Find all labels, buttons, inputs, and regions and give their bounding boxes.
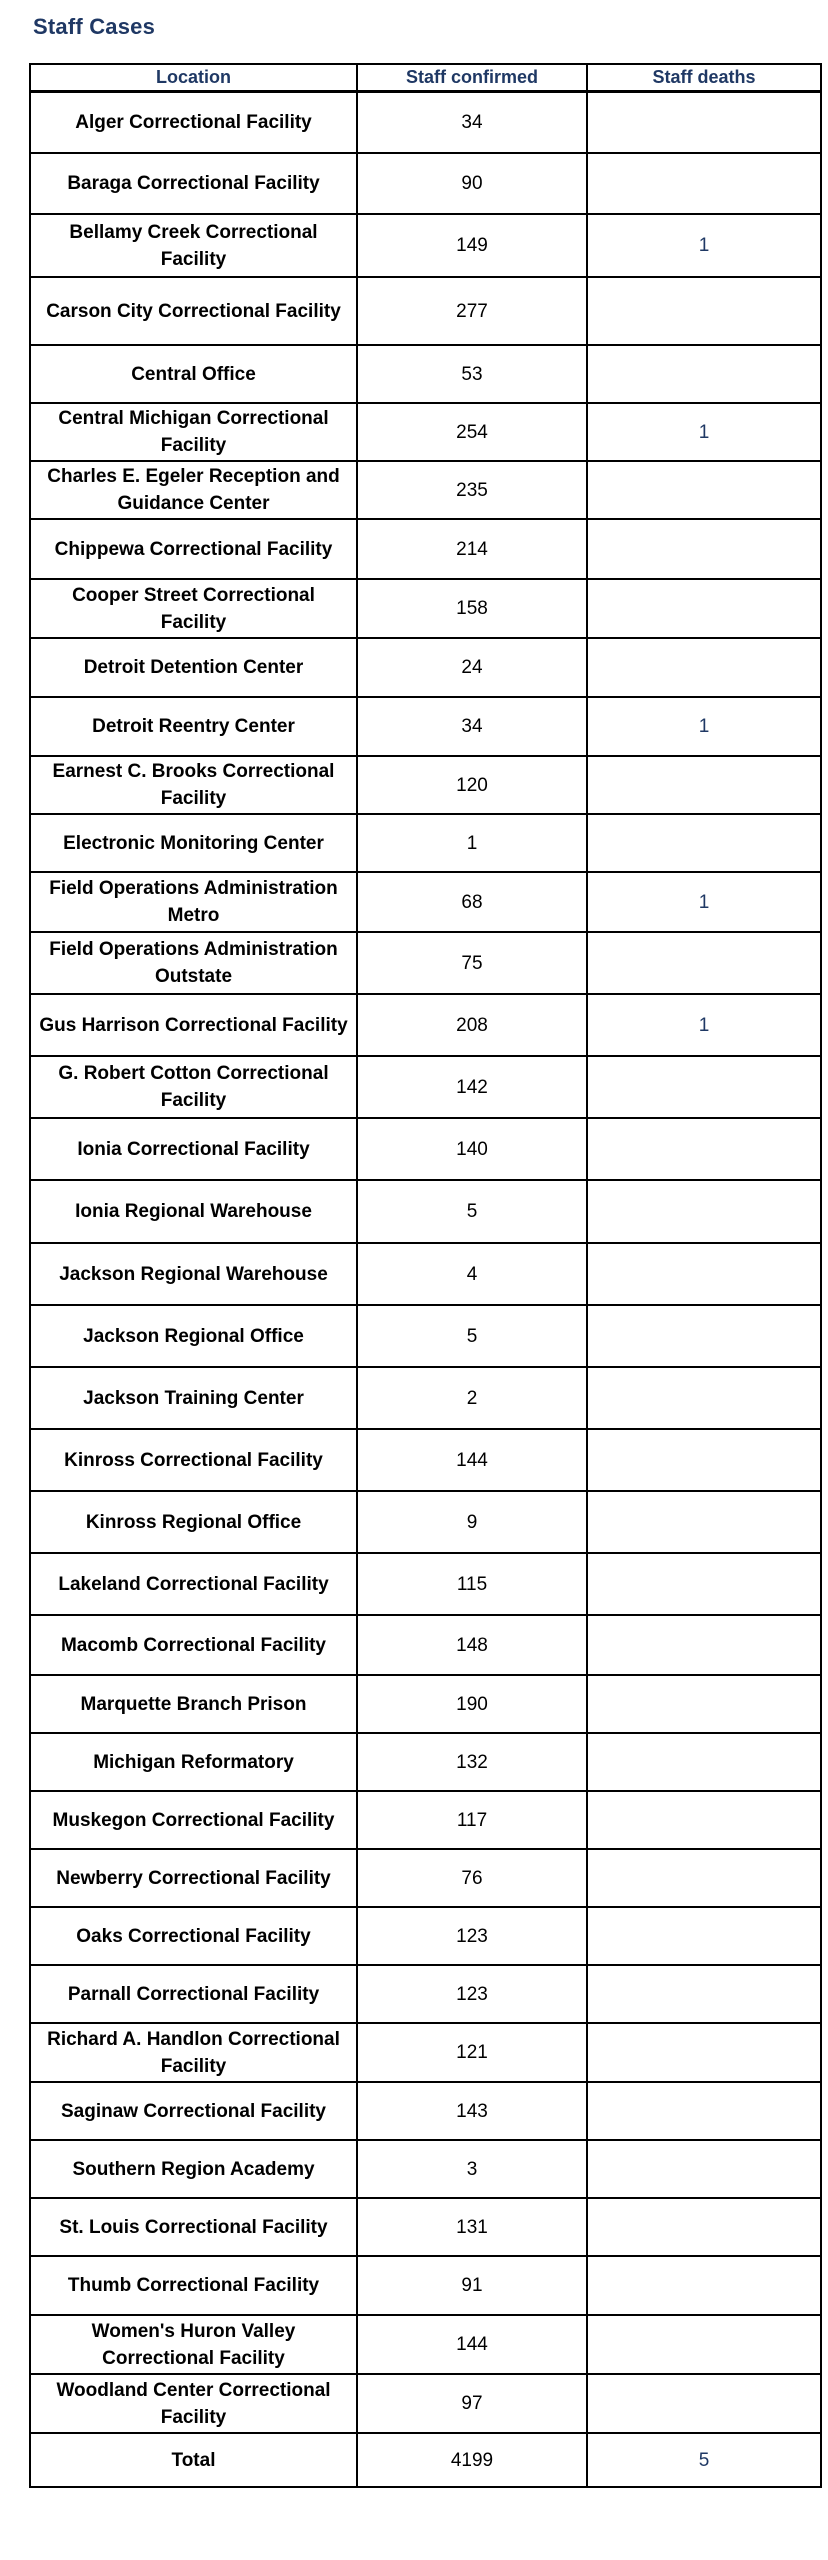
staff-deaths-cell xyxy=(587,2256,821,2315)
staff-deaths-cell xyxy=(587,814,821,872)
staff-deaths-cell xyxy=(587,1791,821,1849)
table-row xyxy=(30,1429,821,1491)
location-cell: Electronic Monitoring Center xyxy=(30,814,357,872)
staff-confirmed-cell: 34 xyxy=(357,697,587,756)
staff-confirmed-cell: 148 xyxy=(357,1615,587,1675)
table-row xyxy=(30,1243,821,1305)
table-row xyxy=(30,2198,821,2256)
table-row xyxy=(30,153,821,214)
staff-deaths-cell: 1 xyxy=(587,872,821,932)
staff-confirmed-cell: 158 xyxy=(357,579,587,638)
staff-confirmed-cell: 5 xyxy=(357,1180,587,1243)
staff-confirmed-cell: 90 xyxy=(357,153,587,214)
table-row xyxy=(30,1056,821,1118)
staff-deaths-cell xyxy=(587,1907,821,1965)
table-row xyxy=(30,1180,821,1243)
location-cell: Richard A. Handlon Correctional Facility xyxy=(30,2023,357,2082)
staff-deaths-cell xyxy=(587,1491,821,1553)
location-cell: Detroit Reentry Center xyxy=(30,697,357,756)
table-row xyxy=(30,1553,821,1615)
column-header-location: Location xyxy=(30,64,357,91)
table-row xyxy=(30,756,821,814)
table-header xyxy=(30,64,821,91)
table-row xyxy=(30,1367,821,1429)
location-cell: Jackson Regional Office xyxy=(30,1305,357,1367)
table-row xyxy=(30,579,821,638)
staff-deaths-cell xyxy=(587,1553,821,1615)
location-cell: Macomb Correctional Facility xyxy=(30,1615,357,1675)
table-row xyxy=(30,1675,821,1733)
column-header-staff-confirmed: Staff confirmed xyxy=(357,64,587,91)
staff-confirmed-cell: 235 xyxy=(357,461,587,519)
staff-deaths-cell xyxy=(587,1429,821,1491)
staff-confirmed-cell: 120 xyxy=(357,756,587,814)
location-cell: Earnest C. Brooks Correctional Facility xyxy=(30,756,357,814)
staff-deaths-cell xyxy=(587,1118,821,1180)
table-body xyxy=(30,91,821,2487)
table-row xyxy=(30,1907,821,1965)
location-cell: Lakeland Correctional Facility xyxy=(30,1553,357,1615)
location-cell: Cooper Street Correctional Facility xyxy=(30,579,357,638)
staff-confirmed-cell: 123 xyxy=(357,1907,587,1965)
table-row xyxy=(30,403,821,461)
location-cell: Bellamy Creek Correctional Facility xyxy=(30,214,357,277)
table-row xyxy=(30,1118,821,1180)
location-cell: Newberry Correctional Facility xyxy=(30,1849,357,1907)
staff-deaths-cell: 1 xyxy=(587,994,821,1056)
table-row xyxy=(30,994,821,1056)
staff-deaths-cell xyxy=(587,1243,821,1305)
staff-deaths-cell xyxy=(587,1733,821,1791)
table-row xyxy=(30,814,821,872)
staff-confirmed-cell: 4 xyxy=(357,1243,587,1305)
staff-confirmed-cell: 5 xyxy=(357,1305,587,1367)
staff-confirmed-cell: 117 xyxy=(357,1791,587,1849)
staff-confirmed-cell: 123 xyxy=(357,1965,587,2023)
total-staff-confirmed: 4199 xyxy=(357,2433,587,2487)
table-row xyxy=(30,2256,821,2315)
staff-confirmed-cell: 76 xyxy=(357,1849,587,1907)
staff-confirmed-cell: 24 xyxy=(357,638,587,697)
staff-confirmed-cell: 53 xyxy=(357,345,587,403)
staff-deaths-cell xyxy=(587,1849,821,1907)
table-row xyxy=(30,2023,821,2082)
location-cell: Michigan Reformatory xyxy=(30,1733,357,1791)
staff-deaths-cell xyxy=(587,1180,821,1243)
location-cell: Chippewa Correctional Facility xyxy=(30,519,357,579)
location-cell: Marquette Branch Prison xyxy=(30,1675,357,1733)
table-row xyxy=(30,1965,821,2023)
location-cell: Woodland Center Correctional Facility xyxy=(30,2374,357,2433)
location-cell: Central Office xyxy=(30,345,357,403)
staff-confirmed-cell: 144 xyxy=(357,1429,587,1491)
location-cell: Saginaw Correctional Facility xyxy=(30,2082,357,2140)
location-cell: Baraga Correctional Facility xyxy=(30,153,357,214)
staff-deaths-cell xyxy=(587,638,821,697)
staff-confirmed-cell: 75 xyxy=(357,932,587,994)
staff-deaths-cell xyxy=(587,153,821,214)
location-cell: Gus Harrison Correctional Facility xyxy=(30,994,357,1056)
staff-deaths-cell xyxy=(587,932,821,994)
location-cell: Field Operations Administration Metro xyxy=(30,872,357,932)
location-cell: St. Louis Correctional Facility xyxy=(30,2198,357,2256)
staff-cases-table xyxy=(29,63,822,2488)
location-cell: Parnall Correctional Facility xyxy=(30,1965,357,2023)
staff-deaths-cell xyxy=(587,519,821,579)
location-cell: Charles E. Egeler Reception and Guidance Center xyxy=(30,461,357,519)
location-cell: Southern Region Academy xyxy=(30,2140,357,2198)
staff-confirmed-cell: 9 xyxy=(357,1491,587,1553)
location-cell: G. Robert Cotton Correctional Facility xyxy=(30,1056,357,1118)
location-cell: Thumb Correctional Facility xyxy=(30,2256,357,2315)
table-row xyxy=(30,2140,821,2198)
staff-confirmed-cell: 254 xyxy=(357,403,587,461)
table-row xyxy=(30,461,821,519)
location-cell: Oaks Correctional Facility xyxy=(30,1907,357,1965)
staff-deaths-cell: 1 xyxy=(587,214,821,277)
staff-deaths-cell xyxy=(587,2374,821,2433)
staff-deaths-cell xyxy=(587,1367,821,1429)
staff-confirmed-cell: 3 xyxy=(357,2140,587,2198)
staff-confirmed-cell: 91 xyxy=(357,2256,587,2315)
location-cell: Jackson Regional Warehouse xyxy=(30,1243,357,1305)
location-cell: Detroit Detention Center xyxy=(30,638,357,697)
table-row xyxy=(30,2374,821,2433)
staff-confirmed-cell: 131 xyxy=(357,2198,587,2256)
location-cell: Alger Correctional Facility xyxy=(30,91,357,153)
staff-confirmed-cell: 143 xyxy=(357,2082,587,2140)
location-cell: Kinross Regional Office xyxy=(30,1491,357,1553)
staff-deaths-cell: 1 xyxy=(587,697,821,756)
staff-deaths-cell xyxy=(587,345,821,403)
table-row xyxy=(30,345,821,403)
location-cell: Ionia Regional Warehouse xyxy=(30,1180,357,1243)
table-row xyxy=(30,1491,821,1553)
staff-confirmed-cell: 34 xyxy=(357,91,587,153)
staff-deaths-cell xyxy=(587,1305,821,1367)
staff-deaths-cell xyxy=(587,461,821,519)
staff-confirmed-cell: 277 xyxy=(357,277,587,345)
staff-deaths-cell xyxy=(587,579,821,638)
table-row xyxy=(30,932,821,994)
staff-deaths-cell xyxy=(587,91,821,153)
location-cell: Women's Huron Valley Correctional Facility xyxy=(30,2315,357,2374)
total-row xyxy=(30,2433,821,2487)
total-staff-deaths: 5 xyxy=(587,2433,821,2487)
location-cell: Kinross Correctional Facility xyxy=(30,1429,357,1491)
staff-confirmed-cell: 214 xyxy=(357,519,587,579)
staff-confirmed-cell: 208 xyxy=(357,994,587,1056)
staff-deaths-cell xyxy=(587,1056,821,1118)
staff-confirmed-cell: 149 xyxy=(357,214,587,277)
table-row xyxy=(30,1305,821,1367)
table-row xyxy=(30,1849,821,1907)
location-cell: Carson City Correctional Facility xyxy=(30,277,357,345)
staff-deaths-cell xyxy=(587,756,821,814)
table-row xyxy=(30,1791,821,1849)
staff-confirmed-cell: 140 xyxy=(357,1118,587,1180)
staff-confirmed-cell: 142 xyxy=(357,1056,587,1118)
staff-deaths-cell xyxy=(587,1615,821,1675)
staff-confirmed-cell: 121 xyxy=(357,2023,587,2082)
staff-confirmed-cell: 115 xyxy=(357,1553,587,1615)
table-row xyxy=(30,2082,821,2140)
location-cell: Muskegon Correctional Facility xyxy=(30,1791,357,1849)
table-row xyxy=(30,277,821,345)
staff-confirmed-cell: 1 xyxy=(357,814,587,872)
staff-deaths-cell xyxy=(587,1675,821,1733)
location-cell: Central Michigan Correctional Facility xyxy=(30,403,357,461)
table-row xyxy=(30,697,821,756)
table-row xyxy=(30,1615,821,1675)
staff-deaths-cell xyxy=(587,2082,821,2140)
table-row xyxy=(30,1733,821,1791)
staff-confirmed-cell: 2 xyxy=(357,1367,587,1429)
staff-deaths-cell xyxy=(587,2023,821,2082)
staff-deaths-cell: 1 xyxy=(587,403,821,461)
staff-confirmed-cell: 97 xyxy=(357,2374,587,2433)
staff-confirmed-cell: 144 xyxy=(357,2315,587,2374)
table-row xyxy=(30,91,821,153)
table-row xyxy=(30,214,821,277)
staff-deaths-cell xyxy=(587,2140,821,2198)
column-header-staff-deaths: Staff deaths xyxy=(587,64,821,91)
table-row xyxy=(30,519,821,579)
staff-confirmed-cell: 132 xyxy=(357,1733,587,1791)
table-row xyxy=(30,2315,821,2374)
location-cell: Jackson Training Center xyxy=(30,1367,357,1429)
page-title: Staff Cases xyxy=(33,14,156,39)
staff-deaths-cell xyxy=(587,1965,821,2023)
location-cell: Field Operations Administration Outstate xyxy=(30,932,357,994)
staff-deaths-cell xyxy=(587,277,821,345)
table-row xyxy=(30,872,821,932)
staff-confirmed-cell: 190 xyxy=(357,1675,587,1733)
total-label: Total xyxy=(30,2433,357,2487)
location-cell: Ionia Correctional Facility xyxy=(30,1118,357,1180)
staff-confirmed-cell: 68 xyxy=(357,872,587,932)
staff-deaths-cell xyxy=(587,2198,821,2256)
staff-deaths-cell xyxy=(587,2315,821,2374)
table-row xyxy=(30,638,821,697)
